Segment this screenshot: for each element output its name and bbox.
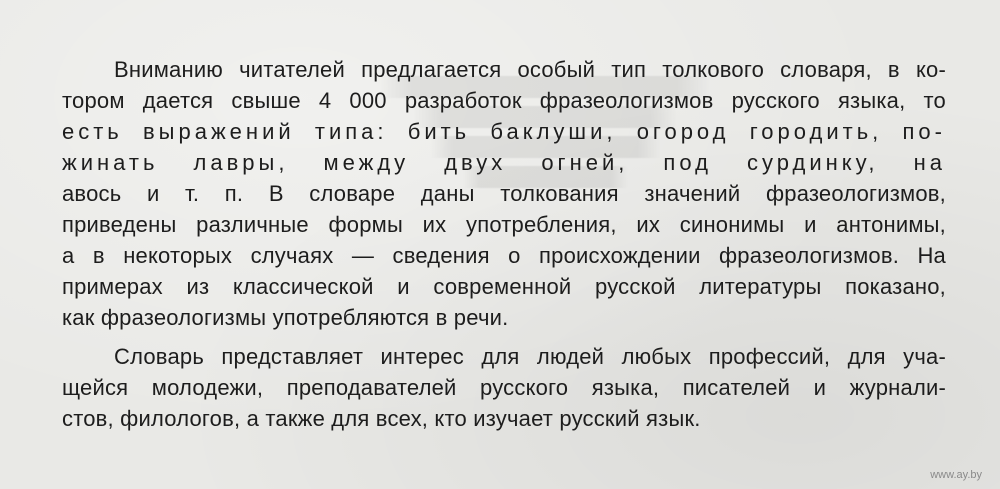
watermark: www.ay.by: [930, 469, 982, 481]
text-line: примерах из классической и современной русской литературы показано,: [62, 274, 946, 299]
text-line: как фразеологизмы употребляются в речи.: [62, 305, 509, 330]
text-line: жинать лавры, между двух огней, под сурдинку, на: [62, 150, 946, 175]
document-body: [62, 54, 946, 434]
paragraph-2: [62, 341, 946, 434]
text-line: щейся молодежи, преподавателей русского языка, писателей и журнали-: [62, 375, 946, 400]
text-line: Словарь представляет интерес для людей любых профессий, для уча-: [114, 344, 946, 369]
paragraph-1: [62, 54, 946, 333]
text-line: Вниманию читателей предлагается особый тип толкового словаря, в ко-: [114, 57, 946, 82]
text-line: а в некоторых случаях — сведения о происхождении фразеологизмов. На: [62, 243, 946, 268]
text-line: авось и т. п. В словаре даны толкования значений фразеологизмов,: [62, 181, 946, 206]
text-line: приведены различные формы их употребления, их синонимы и антонимы,: [62, 212, 946, 237]
text-line: есть выражений типа: бить баклуши, огород городить, по-: [62, 119, 946, 144]
text-line: стов, филологов, а также для всех, кто изучает русский язык.: [62, 406, 701, 431]
text-line: тором дается свыше 4 000 разработок фразеологизмов русского языка, то: [62, 88, 946, 113]
